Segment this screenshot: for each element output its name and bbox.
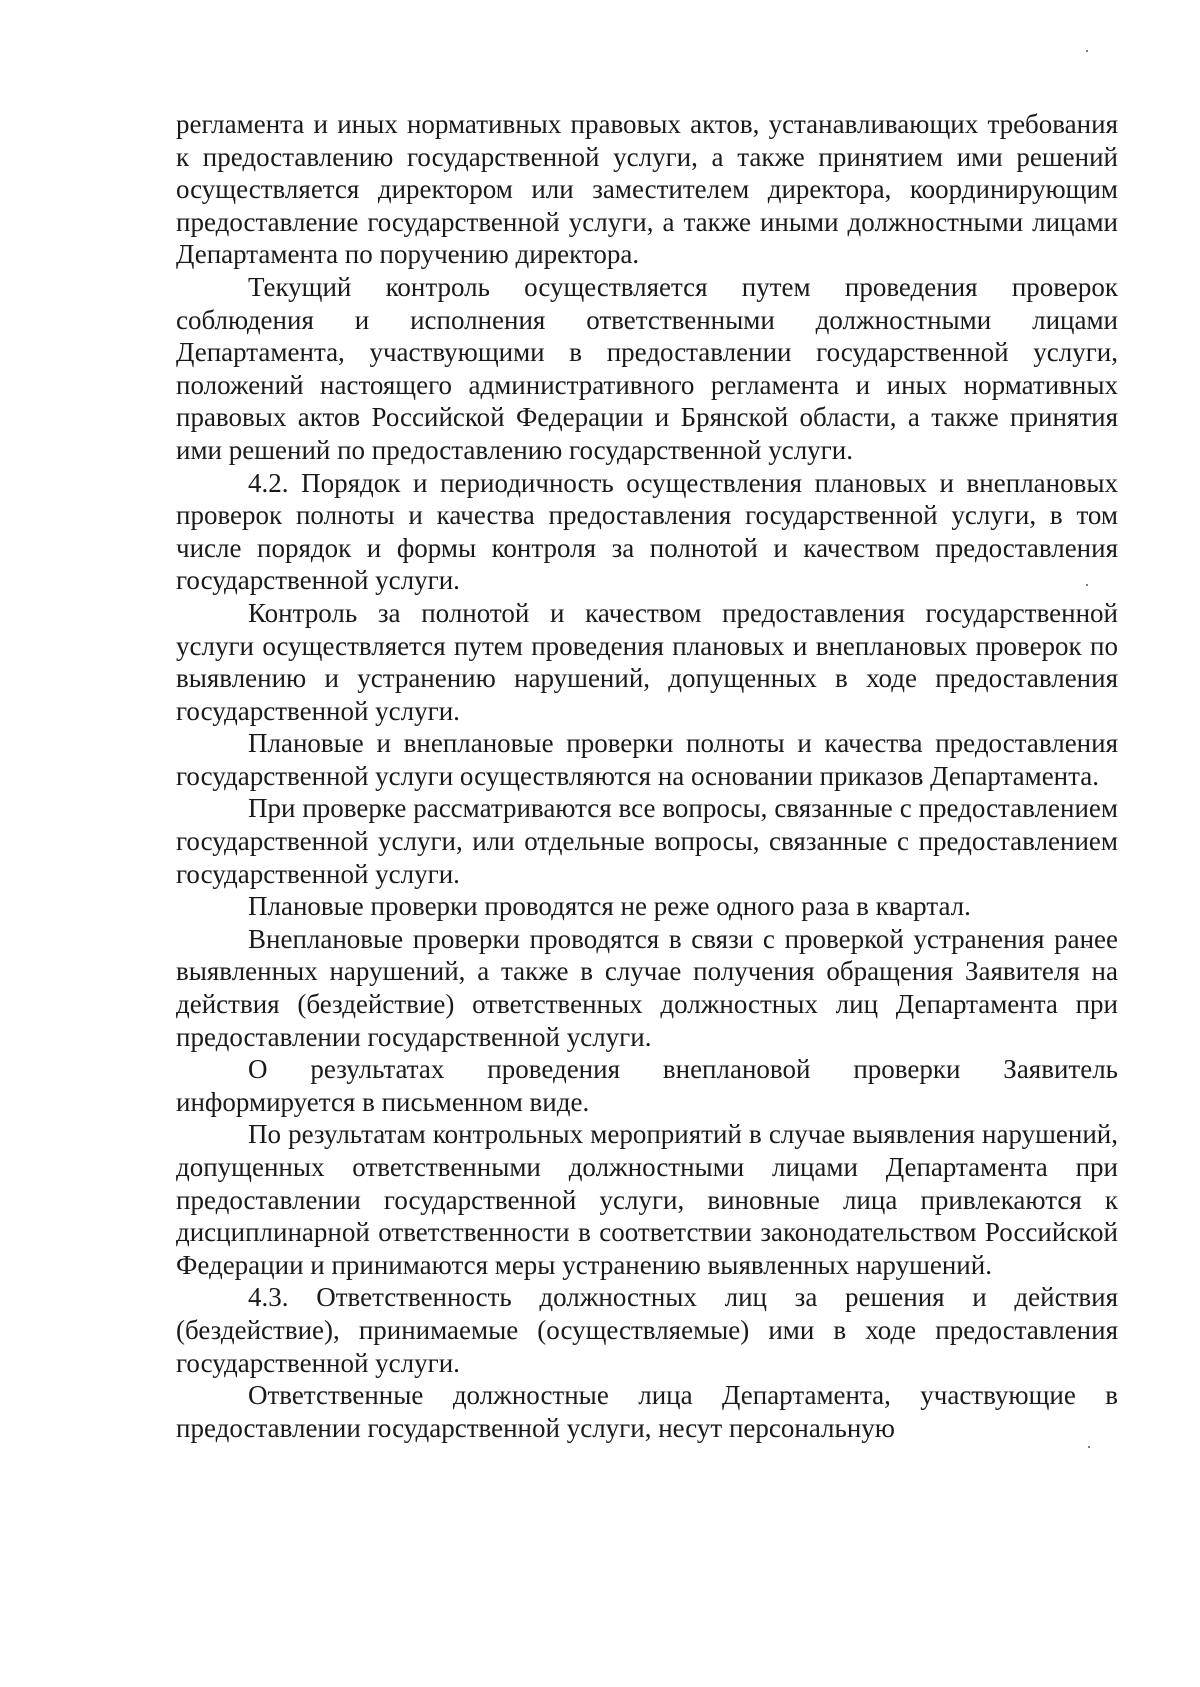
paragraph: По результатам контрольных мероприятий в случае выявления нарушений, допущенных ответственными должностными лицами Департамента при предоставлении государственной услуги, виновные лица привлекаются к дисциплинарной ответственности в соответствии законодательством Российской Федерации и принимаются меры устранению выявленных нарушений. bbox=[176, 1119, 1118, 1280]
paragraph: Ответственные должностные лица Департамента, участвующие в предоставлении государственной услуги, несут персональную bbox=[176, 1380, 1118, 1443]
document-body bbox=[176, 108, 1118, 1444]
section-heading-4-3: 4.3. Ответственность должностных лиц за решения и действия (бездействие), принимаемые (осуществляемые) ими в ходе предоставления государственной услуги. bbox=[176, 1282, 1118, 1378]
paragraph: регламента и иных нормативных правовых актов, устанавливающих требования к предоставлению государственной услуги, а также принятием ими решений осуществляется директором или заместителем директора, координирующим предоставление государственной услуги, а также иными должностными лицами Департамента по поручению директора. bbox=[176, 109, 1118, 270]
section-heading-4-2: 4.2. Порядок и периодичность осуществления плановых и внеплановых проверок полноты и качества предоставления государственной услуги, в том числе порядок и формы контроля за полнотой и качеством предоставления государственной услуги. bbox=[176, 467, 1118, 596]
paragraph: Контроль за полнотой и качеством предоставления государственной услуги осуществляется путем проведения плановых и внеплановых проверок по выявлению и устранению нарушений, допущенных в ходе предоставления государственной услуги. bbox=[176, 597, 1118, 726]
scan-speck bbox=[1088, 1446, 1090, 1448]
scan-speck bbox=[1086, 50, 1088, 52]
paragraph: Внеплановые проверки проводятся в связи с проверкой устранения ранее выявленных нарушений, а также в случае получения обращения Заявителя на действия (бездействие) ответственных должностных лиц Департамента при предоставлении государственной услуги. bbox=[176, 923, 1118, 1052]
paragraph: Плановые проверки проводятся не реже одного раза в квартал. bbox=[248, 891, 971, 922]
paragraph: При проверке рассматриваются все вопросы, связанные с предоставлением государственной услуги, или отдельные вопросы, связанные с предоставлением государственной услуги. bbox=[176, 793, 1118, 889]
paragraph: Текущий контроль осуществляется путем проведения проверок соблюдения и исполнения ответственными должностными лицами Департамента, участвующими в предоставлении государственной услуги, положений настоящего административного регламента и иных нормативных правовых актов Российской Федерации и Брянской области, а также принятия ими решений по предоставлению государственной услуги. bbox=[176, 271, 1118, 465]
paragraph: Плановые и внеплановые проверки полноты и качества предоставления государственной услуги осуществляются на основании приказов Департамента. bbox=[176, 728, 1118, 791]
paragraph: О результатах проведения внеплановой проверки Заявитель информируется в письменном виде. bbox=[176, 1054, 1118, 1117]
